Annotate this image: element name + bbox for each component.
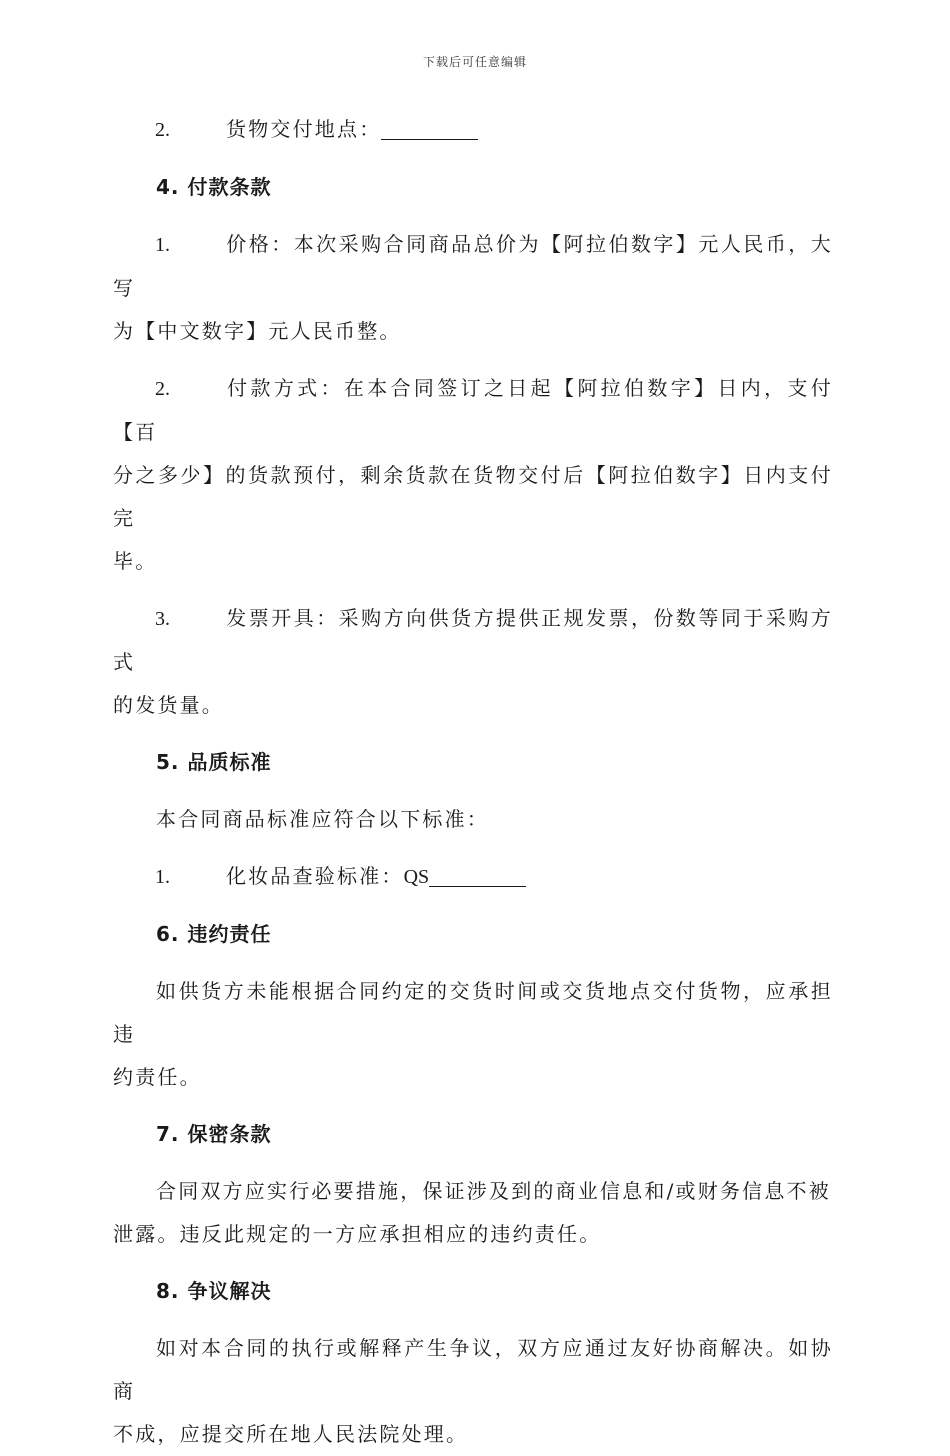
quality-standard-qs: QS [403,866,430,888]
list-number: 2. [155,119,170,141]
list-number: 1. [155,234,170,256]
delivery-place-item [113,108,833,152]
payment-invoice-line-2: 的发货量。 [113,693,224,717]
delivery-place-blank [381,117,478,140]
payment-price-line-2: 为【中文数字】元人民币整。 [113,319,402,343]
list-number: 2. [155,378,170,400]
delivery-place-label: 货物交付地点： [226,117,382,141]
section-6-title: 6. 违约责任 [156,922,272,946]
section-5-title: 5. 品质标准 [156,750,272,774]
quality-intro: 本合同商品标准应符合以下标准： [156,807,489,831]
quality-item-standard [113,855,833,899]
confidentiality-line-2: 泄露。违反此规定的一方应承担相应的违约责任。 [113,1222,602,1246]
payment-invoice-line-1: 发票开具：采购方向供货方提供正规发票，份数等同于采购方式 [113,606,833,674]
quality-standard-blank [429,864,526,887]
payment-method-line-2: 分之多少】的货款预付，剩余货款在货物交付后【阿拉伯数字】日内支付完 [113,463,833,530]
document-body [113,108,833,1456]
list-number: 1. [155,866,170,888]
payment-price-line-1: 价格：本次采购合同商品总价为【阿拉伯数字】元人民币，大写 [113,232,833,300]
payment-method-line-3: 毕。 [113,549,158,573]
section-7-title: 7. 保密条款 [156,1122,272,1146]
payment-item-method [113,367,833,454]
payment-item-price [113,223,833,310]
section-4-title: 4. 付款条款 [156,175,272,199]
dispute-line-1: 如对本合同的执行或解释产生争议，双方应通过友好协商解决。如协商 [113,1336,833,1403]
payment-item-invoice [113,597,833,684]
liability-line-2: 约责任。 [113,1065,202,1089]
payment-method-line-1: 付款方式：在本合同签订之日起【阿拉伯数字】日内，支付【百 [113,376,833,444]
confidentiality-line-1: 合同双方应实行必要措施，保证涉及到的商业信息和/或财务信息不被 [156,1179,831,1203]
section-8-title: 8. 争议解决 [156,1279,272,1303]
list-number: 3. [155,608,170,630]
dispute-line-2: 不成，应提交所在地人民法院处理。 [113,1422,469,1446]
quality-standard-label: 化妆品查验标准： [226,864,404,888]
page-header: 下载后可任意编辑 [422,55,527,69]
liability-line-1: 如供货方未能根据合同约定的交货时间或交货地点交付货物，应承担违 [113,979,833,1046]
